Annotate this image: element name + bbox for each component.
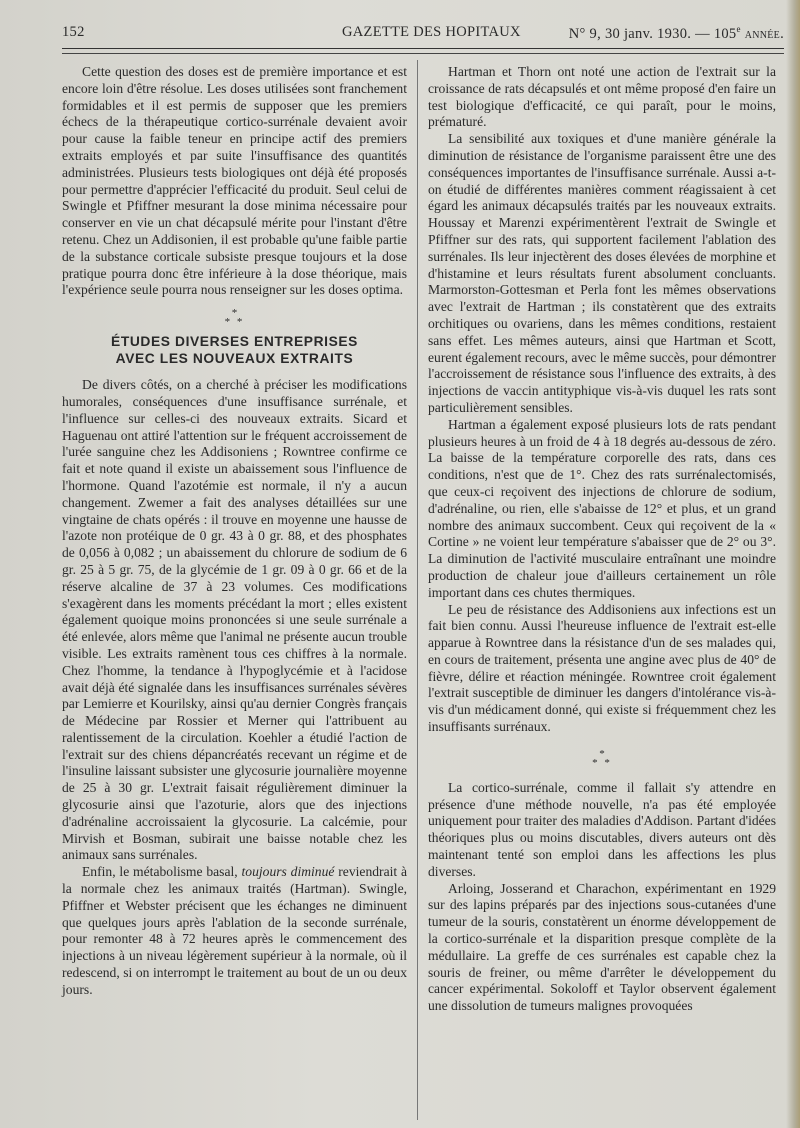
paragraph: Hartman a également exposé plusieurs lots de rats pendant plusieurs heures à un froid de 4 à 18 degrés au-dessous de zéro. La baisse de la température corporelle des rats, dans ces conditions, n'est que de 1°. Chez des rats surrénalectomisés, que ceux-ci reçoivent des injections de chlorure de sodium, d'adrénaline, ou rien, elle s'abaisse de 12° et plus, et un grand nombre des animaux succombent. Ceux qui reçoivent de la « Cortine » ne voient leur température s'abaisser que de 2° ou 3°. La diminution de l'activité musculaire entraînant une moindre production de chaleur joue d'ailleurs certainement un rôle important dans ces chutes thermiques. (428, 416, 776, 600)
paragraph-text: reviendrait à la normale chez les animaux traités (Hartman). Swingle, Pfiffner et Webster précisent que les échanges ne diminuent que quelques jours après l'ablation de la seconde surrénale, pour remonter 48 à 72 heures après le commencement des injections à un niveau légèrement supérieur à la normale, où il redescend, si on interrompt le traitement au bout de un ou deux jours. (62, 864, 408, 997)
issue-year-label: année. (740, 25, 784, 42)
paragraph: Arloing, Josserand et Charachon, expérimentant en 1929 sur des lapins préparés par des injections sous-cutanées d'une tumeur de la souris, constatèrent un énorme développement de la cortico-surrénale et la disparition presque complète de la médullaire. La greffe de ces surrénales est capable chez la souris de freiner, ou même d'arrêter le développement du cancer expérimental. Sokoloff et Taylor observent également une dissolution de tumeurs malignes provoquées (428, 880, 776, 1014)
separator-stars: * * (592, 756, 612, 769)
separator-star: * (599, 747, 605, 760)
page-edge-shadow (786, 0, 800, 1128)
section-heading-line2: AVEC LES NOUVEAUX EXTRAITS (115, 351, 354, 367)
left-column (62, 64, 407, 999)
emphasized-text: toujours diminué (241, 864, 335, 880)
paragraph: La cortico-surrénale, comme il fallait s'y attendre en présence d'une méthode nouvelle, n'a pas été employée uniquement pour traiter des maladies d'Addison. Partant d'idées théoriques plus ou moins discutables, divers auteurs ont dès maintenant tenté son emploi dans les affections les plus diverses. (428, 779, 776, 879)
separator-stars: * * (224, 316, 245, 329)
issue-date: N° 9, 30 janv. 1930. — 105 (568, 25, 737, 42)
paragraph-text: Enfin, le métabolisme basal, (82, 864, 242, 880)
paragraph (62, 864, 407, 998)
paragraph: De divers côtés, on a cherché à préciser les modifications humorales, conséquences d'une insuffisance surrénale, et l'influence sur celles-ci des nouveaux extraits. Sicard et Haguenau ont attiré l'attention sur le fréquent accroissement de l'urée sanguine chez les Addisoniens ; Rowntree confirme ce fait et note quand il existe un abaissement sous l'influence de l'hormone. Quand l'azotémie est normale, il n'y a aucun changement. Zwemer a fait des analyses détaillées sur une vingtaine de chats opérés : il trouve en moyenne une hausse de l'azote non protéique de 0 gr. 43 à 0 gr. 88, et des phosphates de 0,056 à 0,082 ; un abaissement du chlorure de sodium de 6 gr. 25 à 5 gr. 75, de la glycémie de 1 gr. 09 à 0 gr. 66 et de la réserve alcaline de 37 à 23 volumes. Ces modifications s'exagèrent dans les moments précédant la mort ; elles existent également quoique moins prononcées si une seule surrénale a été enlevée, alors même que l'animal ne présente aucun trouble visible. Les extraits ramènent tous ces chiffres à la normale. Chez l'homme, la tendance à l'hypoglycémie et à l'acidose avait déjà été signalée dans les insuffisances surrénales sévères par Lemierre et Kourilsky, ainsi qu'au dernier Congrès français de Médecine par Rossier et Merner qui l'attribuent au ralentissement de la circulation. Koehler a étudié l'action de l'extrait sur des chiens dépancréatés recevant un régime et de l'insuline laissant subsister une glycosurie journalière moyenne de 25 à 30 gr. L'extrait faisait régulièrement diminuer la glycosurie ainsi que l'azoturie, alors que des injections d'adrénaline accroissaient la glycosurie. La calcémie, pour Mirvish et Bosman, subirait une baisse notable chez les animaux sans surrénales. (62, 377, 407, 863)
paragraph: Cette question des doses est de première importance et est encore loin d'être résolue. Les doses utilisées sont franchement formidables et il est permis de supposer que les premiers échecs de la thérapeutique cortico-surrénale devaient avoir pour cause la faible teneur en principe actif des premiers extraits employés et par suite l'insuffisance des quantités administrées. Plusieurs tests biologiques ont déjà été proposés pour permettre d'apprécier l'efficacité du produit. Seul celui de Swingle et Pfiffner mesurant la dose minima nécessaire pour conserver en vie un chat décapsulé mérite pour l'instant d'être retenu. Chez un Addisonien, il est probable qu'une faible partie de la substance corticale subsiste presque toujours et la dose pratique pourra donc être inférieure à la dose théorique, mais l'expérience seule pourra nous renseigner sur les doses optima. (62, 64, 407, 298)
paragraph: Hartman et Thorn ont noté une action de l'extrait sur la croissance de rats décapsulés et ont même proposé d'en faire un test biologique d'efficacité, ce qui paraît, pour le moins, prématuré. (428, 64, 776, 130)
column-divider (417, 60, 418, 1120)
issue-ordinal: e (736, 24, 741, 34)
page-number: 152 (62, 24, 85, 40)
section-heading (62, 333, 407, 367)
section-separator (62, 309, 407, 327)
section-separator (428, 747, 776, 769)
journal-title: GAZETTE DES HOPITAUX (342, 24, 521, 40)
section-heading-line1: ÉTUDES DIVERSES ENTREPRISES (111, 334, 358, 350)
issue-info (569, 24, 784, 43)
right-column (428, 64, 776, 1015)
header-rule-thick (62, 48, 784, 49)
header-rule-thin (62, 53, 784, 54)
page-header (62, 24, 784, 44)
separator-star: * (231, 307, 238, 320)
paragraph: Le peu de résistance des Addisoniens aux infections est un fait bien connu. Aussi l'heureuse influence de l'extrait est-elle apparue à Rowntree dans la résistance d'un de ses malades qui, en cours de traitement, présenta une angine avec plus de 40° de fièvre, délire et réaction méningée. Rowntree croit également l'extrait susceptible de diminuer les dangers d'intolérance vis-à-vis d'un médicament donné, qui existe si fréquemment chez les insuffisants surrénaux. (428, 601, 776, 735)
paragraph: La sensibilité aux toxiques et d'une manière générale la diminution de résistance de l'organisme paraissent être une des conséquences importantes de l'insuffisance surrénale. Aussi a-t-on étudié de différentes manières comment réagissaient à cet égard les animaux décapsulés traités par les nouveaux extraits. Houssay et Marenzi expérimentèrent l'extrait de Swingle et Pfiffner sur des rats, qui supportent facilement l'ablation des surrénales. Ils leur injectèrent des doses élevées de morphine et d'histamine et leurs résultats furent absolument concluants. Marmorston-Gottesman et Perla font les mêmes observations avec l'extrait de Hartman ; ils constatèrent que des extraits orchitiques ou ovariens, dans les mêmes conditions, restaient sans effet. Les mêmes auteurs, ainsi que Hartman et Scott, eurent également recours, avec le même succès, pour démontrer l'accroissement de résistance sous l'influence des extraits, à des injections de vaccin antityphique vis-à-vis duquel les rats sont particulièrement sensibles. (428, 131, 776, 415)
